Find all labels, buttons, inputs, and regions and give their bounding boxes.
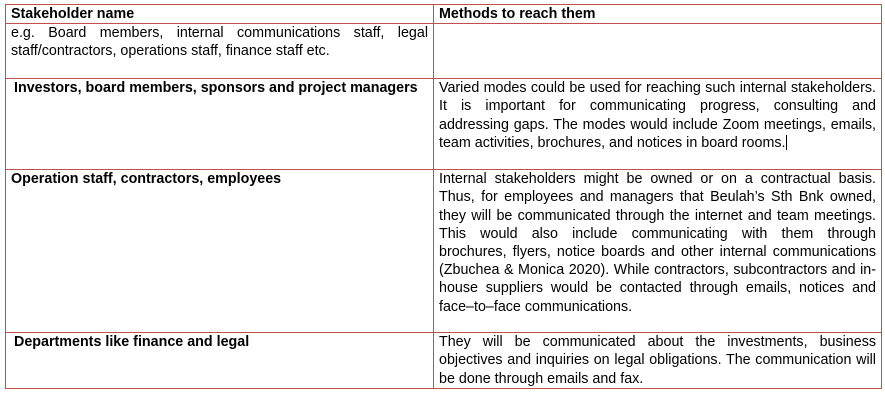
table-row [6, 170, 882, 333]
method-cell[interactable] [434, 79, 882, 170]
header-stakeholder-name: Stakeholder name [6, 5, 434, 24]
stakeholder-table [5, 4, 882, 389]
text-cursor [786, 135, 787, 150]
method-cell[interactable]: They will be communicated about the investments, business objectives and inquiries on legal obligations. The communication will be done through emails and fax. [434, 333, 882, 389]
table-header-row [6, 5, 882, 24]
table-row [6, 79, 882, 170]
method-cell[interactable] [434, 24, 882, 79]
table-row [6, 333, 882, 389]
table-row [6, 24, 882, 79]
stakeholder-name-cell[interactable]: e.g. Board members, internal communications staff, legal staff/contractors, operations staff, finance staff etc. [6, 24, 434, 79]
stakeholder-name-cell[interactable]: Investors, board members, sponsors and project managers [6, 79, 434, 170]
stakeholder-name-cell[interactable]: Departments like finance and legal [6, 333, 434, 389]
method-cell[interactable]: Internal stakeholders might be owned or on a contractual basis. Thus, for employees and managers that Beulah’s Sth Bnk owned, they will be communicated through the internet and team meetings. This would also include communicating with them through brochures, flyers, notice boards and other internal communications (Zbuchea & Monica 2020). While contractors, subcontractors and in-house suppliers would be contacted through emails, notices and face–to–face communications. [434, 170, 882, 333]
stakeholder-name-cell[interactable]: Operation staff, contractors, employees [6, 170, 434, 333]
method-text: Varied modes could be used for reaching such internal stakeholders. It is important for communicating progress, consulting and addressing gaps. The modes would include Zoom meetings, emails, team activities, brochures, and notices in board rooms. [439, 80, 876, 151]
header-methods: Methods to reach them [434, 5, 882, 24]
